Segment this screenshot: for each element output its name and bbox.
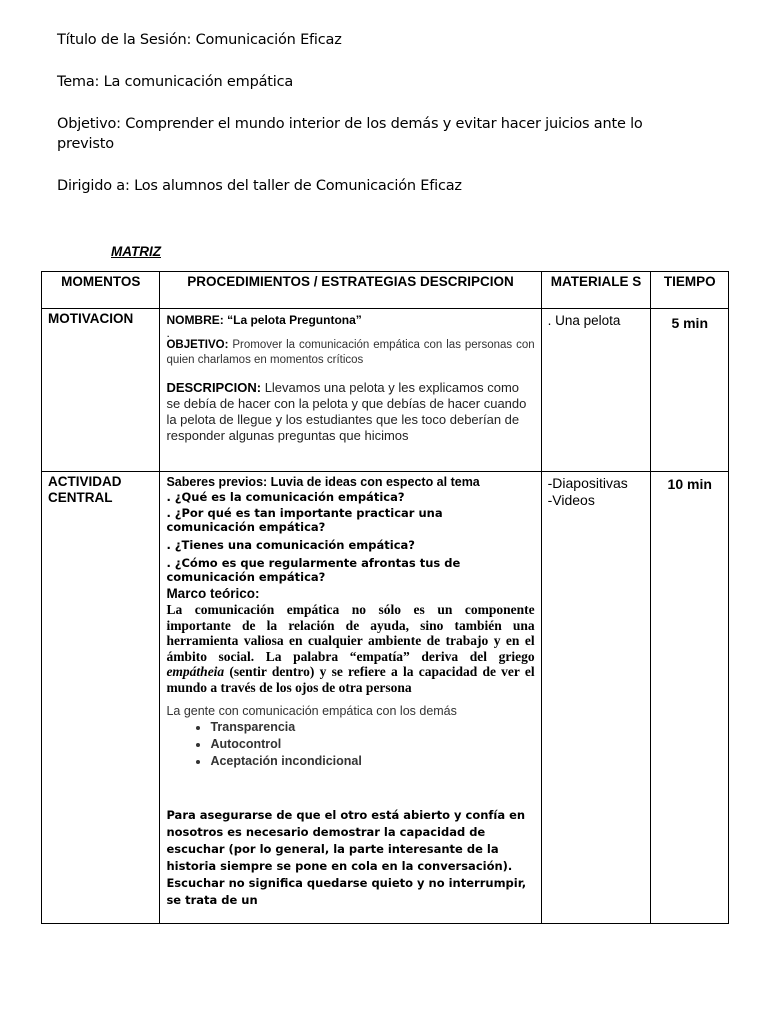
question-item: . ¿Por qué es tan importante practicar una comunicación empática? [166, 506, 443, 534]
moment-cell: ACTIVIDAD CENTRAL [42, 472, 160, 924]
session-title-value: Comunicación Eficaz [195, 32, 342, 48]
gente-text: La gente con comunicación empática con los demás [166, 704, 457, 718]
marco-label: Marco teórico: [166, 586, 260, 601]
objetivo-value: Promover la comunicación empática con las personas con quien charlamos en momentos críticos [166, 339, 535, 366]
topic [57, 72, 697, 92]
table-row-motivacion [42, 309, 729, 472]
saberes-text: Saberes previos: Luvia de ideas con especto al tema [166, 475, 480, 489]
material-item: . Una pelota [547, 313, 621, 328]
marco-teorico-text [166, 602, 534, 695]
table-row-actividad-central [42, 472, 729, 924]
procedure-cell [160, 472, 541, 924]
dot-line: . [166, 326, 170, 340]
objective [57, 114, 697, 154]
list-item: • Aceptación incondicional [210, 753, 534, 770]
header-momentos: MOMENTOS [42, 272, 160, 309]
descripcion-line [166, 380, 534, 444]
saberes-previos [166, 475, 534, 490]
qualities-list [166, 719, 534, 770]
descripcion-label: DESCRIPCION: [166, 380, 262, 395]
header-tiempo: TIEMPO [651, 272, 729, 309]
objetivo-label: OBJETIVO: [166, 339, 229, 351]
marco-italic: empátheia [166, 664, 225, 679]
audience-value: Los alumnos del taller de Comunicación Eficaz [134, 178, 462, 194]
topic-value: La comunicación empática [103, 74, 294, 90]
moment-cell: MOTIVACION [42, 309, 160, 472]
descripcion-value: Llevamos una pelota y les explicamos como se debía de hacer con la pelota y que debías de hacer cuando la pelota de llegue y los estudiantes que les toco deberían de responder algunas preguntas que hicimos [166, 380, 527, 443]
question-item: . ¿Cómo es que regularmente afrontas tus de comunicación empática? [166, 556, 461, 584]
nombre-line [166, 313, 534, 328]
question-item: . ¿Qué es la comunicación empática? [166, 490, 405, 504]
audience [57, 176, 697, 196]
material-item: -Videos [547, 492, 595, 508]
materials-cell [541, 309, 651, 472]
matrix-table [41, 271, 729, 924]
audience-label: Dirigido a: [57, 178, 130, 194]
objective-value: Comprender el mundo interior de los demás y evitar hacer juicios ante lo previsto [57, 116, 643, 152]
final-paragraph: Para asegurarse de que el otro está abierto y confía en nosotros es necesario demostrar la capacidad de escuchar (por lo general, la parte interesante de la historia siempre se pone en cola en la conversación). Escuchar no significa quedarse quieto y no interrumpir, se trata de un [166, 808, 527, 907]
materials-cell [541, 472, 651, 924]
objetivo-line [166, 338, 534, 368]
table-header-row [42, 272, 729, 309]
marco-text-b: (sentir dentro) y se refiere a la capacidad de ver el mundo a través de los ojos de otra persona [166, 664, 535, 695]
nombre-value: “La pelota Preguntona” [227, 313, 362, 327]
nombre-label: NOMBRE: [166, 313, 224, 327]
time-cell: 5 min [651, 309, 729, 472]
question-item: . ¿Tienes una comunicación empática? [166, 538, 415, 552]
marco-teorico-label [166, 586, 534, 602]
list-item: • Autocontrol [210, 736, 534, 753]
list-item: • Transparencia [210, 719, 534, 736]
objective-label: Objetivo: [57, 116, 121, 132]
topic-label: Tema: [57, 74, 100, 90]
marco-text-a: La comunicación empática no sólo es un componente importante de la relación de ayuda, sino también una herramienta valiosa en cualquier ambiente de trabajo y en el ámbito social. La palabra “empatía” deriva del griego [166, 602, 535, 664]
header-procedimientos: PROCEDIMIENTOS / ESTRATEGIAS DESCRIPCION [160, 272, 541, 309]
procedure-cell [160, 309, 541, 472]
header-materiales: MATERIALE S [541, 272, 651, 309]
time-cell: 10 min [651, 472, 729, 924]
session-title [57, 30, 697, 50]
material-item: -Diapositivas [547, 475, 628, 491]
session-title-label: Título de la Sesión: [57, 32, 192, 48]
matriz-title: MATRIZ [111, 244, 161, 259]
